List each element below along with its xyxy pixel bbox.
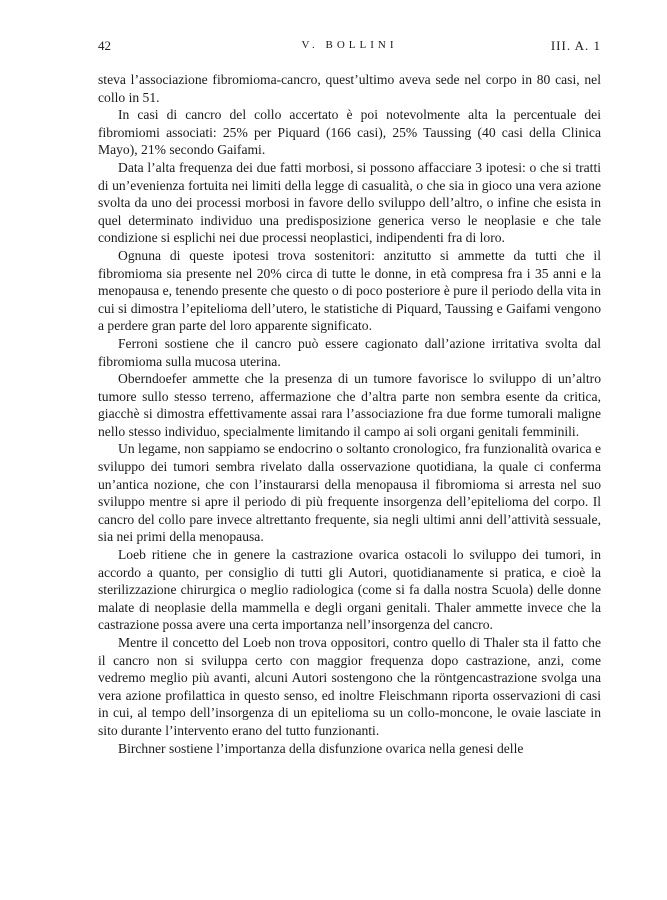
running-author: V. BOLLINI (301, 39, 398, 51)
page-number: 42 (98, 38, 111, 53)
paragraph-7: Un legame, non sappiamo se endocrino o soltanto cronologico, fra funzionalità ovarica e sviluppo dei tumori sembra rivelato dalla osservazione quotidiana, la quale ci conferma un’antica nozione, che con l’instaurarsi della menopausa il fibromioma si arresta nel suo sviluppo mentre si apre il periodo di più frequente insorgenza dell’epitelioma del corpo. Il cancro del collo pare invece altrettanto frequente, sia negli ultimi anni dell’attività sessuale, sia nei primi della menopausa. (98, 441, 601, 545)
paragraph-1: steva l’associazione fibromioma-cancro, quest’ultimo aveva sede nel corpo in 80 casi, nel collo in 51. (98, 72, 601, 105)
paragraph-5: Ferroni sostiene che il cancro può essere cagionato dall’azione irritativa svolta dal fibromioma sulla mucosa uterina. (98, 335, 601, 369)
paragraph-9: Mentre il concetto del Loeb non trova oppositori, contro quello di Thaler sta il fatto che il cancro non si sviluppa certo con maggior frequenza dopo castrazione, anzi, come vedremo meglio più avanti, alcuni Autori sostengono che la röntgencastrazione svolga una vera azione profilattica in questo senso, ed inoltre Fleischmann riporta osservazioni di casi in cui, al tempo dell’insorgenza di un epitelioma su un collo-moncone, le ovaie lasciate in sito durante l’intervento erano del tutto funzionanti. (98, 635, 601, 738)
paragraph-3: Data l’alta frequenza dei due fatti morbosi, si possono affacciare 3 ipotesi: o che si tratti di un’evenienza fortuita nei limiti della legge di casualità, o che sia in gioco una vera azione svolta da uno dei processi morbosi in favore dello sviluppo dell’altro, o infine che esista in quel determinato individuo una predisposizione generica verso le neoplasie e che tale condizione si esplichi nei due processi neoplastici, indipendenti fra di loro. (98, 159, 601, 246)
paragraph-4: Ognuna di queste ipotesi trova sostenitori: anzitutto si ammette da tutti che il fibromioma sia presente nel 20% circa di tutte le donne, in età compresa fra i 35 anni e la menopausa e, tenendo presente che questo o di poco posteriore è pure il periodo della vita in cui si dimostra l’epitelioma dell’utero, le statistiche di Piquard, Taussing e Gaifami vengono a perdere gran parte del loro apparente significato. (98, 247, 601, 334)
paragraph-6: Oberndoefer ammette che la presenza di un tumore favorisce lo sviluppo di un’altro tumore sullo stesso terreno, affermazione che d’altra parte non sembra esente da critica, giacchè si dimostra effettivamente assai rara l’associazione fra due forme tumorali maligne nello stesso individuo, specialmente limitando il campo ai soli organi genitali femminili. (98, 371, 601, 439)
paragraph-2: In casi di cancro del collo accertato è poi notevolmente alta la percentuale dei fibromiomi associati: 25% per Piquard (166 casi), 25% Taussing (40 casi della Clinica Mayo), 21% secondo Gaifami. (98, 107, 601, 158)
body-text (98, 71, 601, 757)
running-header (98, 38, 601, 58)
paragraph-8: Loeb ritiene che in genere la castrazione ovarica ostacoli lo sviluppo dei tumori, in accordo a quanto, per consiglio di tutti gli Autori, quotidianamente si pratica, e cioè la sterilizzazione chirurgica o meglio radiologica (come si fa dalla nostra Scuola) delle donne malate di neoplasie della mammella e degli organi genitali. Thaler ammette invece che la castrazione possa avere una certa importanza nell’insorgenza del cancro. (98, 547, 601, 633)
paragraph-10: Birchner sostiene l’importanza della disfunzione ovarica nella genesi delle (118, 740, 524, 756)
section-reference: III. A. 1 (550, 38, 601, 53)
